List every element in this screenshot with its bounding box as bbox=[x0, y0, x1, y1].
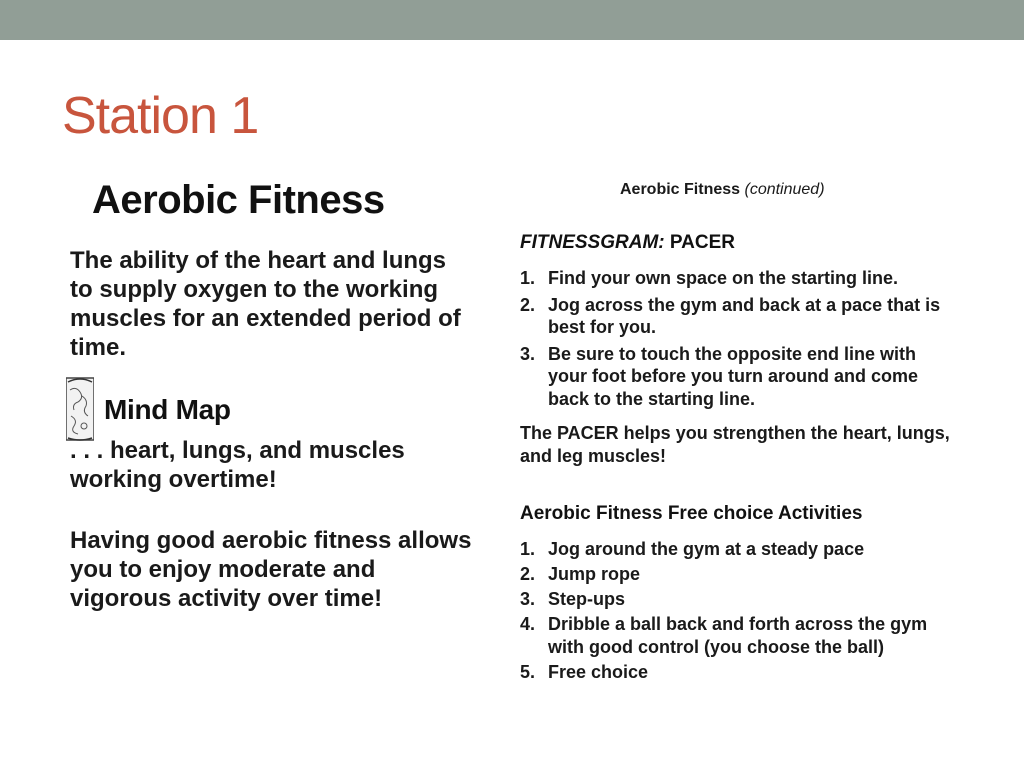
pacer-heading-brand: FITNESSGRAM: bbox=[520, 232, 665, 253]
list-item-text: Be sure to touch the opposite end line with your foot before you turn around and come back to the starting line. bbox=[548, 343, 919, 409]
list-item-text: Dribble a ball back and forth across the gym with good control (you choose the ball) bbox=[548, 614, 928, 657]
mind-map-heading: Mind Map bbox=[104, 394, 231, 425]
free-choice-list bbox=[520, 538, 960, 686]
list-item bbox=[520, 343, 960, 411]
list-item-text: Find your own space on the starting line. bbox=[548, 268, 899, 288]
list-item bbox=[520, 563, 960, 586]
continued-header-title: Aerobic Fitness bbox=[620, 181, 741, 198]
list-item-text: Step-ups bbox=[548, 589, 626, 609]
list-item bbox=[520, 613, 960, 658]
list-item-text: Free choice bbox=[548, 661, 649, 682]
free-choice-heading: Aerobic Fitness Free choice Activities bbox=[520, 503, 863, 524]
list-item bbox=[520, 588, 960, 611]
definition-text: The ability of the heart and lungs to supply oxygen to the working muscles for an extended period of time. bbox=[70, 247, 461, 361]
list-item bbox=[520, 294, 960, 339]
aerobic-fitness-heading: Aerobic Fitness bbox=[92, 178, 385, 222]
slide-title: Station 1 bbox=[62, 87, 259, 145]
pacer-summary: The PACER helps you strengthen the heart, lungs, and leg muscles! bbox=[520, 423, 950, 466]
list-item-text: Jump rope bbox=[548, 564, 641, 584]
mind-map-text: . . . heart, lungs, and muscles working overtime! bbox=[70, 437, 405, 493]
benefit-text: Having good aerobic fitness allows you to enjoy moderate and vigorous activity over time! bbox=[70, 527, 472, 612]
list-item-number: 3. bbox=[520, 343, 536, 364]
top-bar bbox=[0, 0, 1024, 40]
list-item-number: 3. bbox=[520, 589, 536, 609]
list-item-number: 5. bbox=[520, 661, 536, 682]
pacer-steps-list bbox=[520, 267, 960, 414]
list-item-text: Jog across the gym and back at a pace that is best for you. bbox=[548, 294, 941, 337]
pacer-heading-name: PACER bbox=[669, 232, 735, 253]
list-item bbox=[520, 538, 960, 561]
continued-header bbox=[620, 181, 825, 199]
list-item-number: 1. bbox=[520, 268, 536, 288]
list-item-number: 4. bbox=[520, 614, 536, 634]
pacer-heading bbox=[520, 232, 735, 254]
list-item-number: 2. bbox=[520, 294, 536, 315]
list-item-number: 2. bbox=[520, 564, 536, 584]
brain-sketch-icon bbox=[66, 376, 94, 442]
list-item bbox=[520, 661, 960, 684]
list-item-text: Jog around the gym at a steady pace bbox=[548, 539, 865, 559]
continued-header-note: (continued) bbox=[744, 181, 825, 198]
list-item-number: 1. bbox=[520, 539, 536, 559]
list-item bbox=[520, 267, 960, 290]
